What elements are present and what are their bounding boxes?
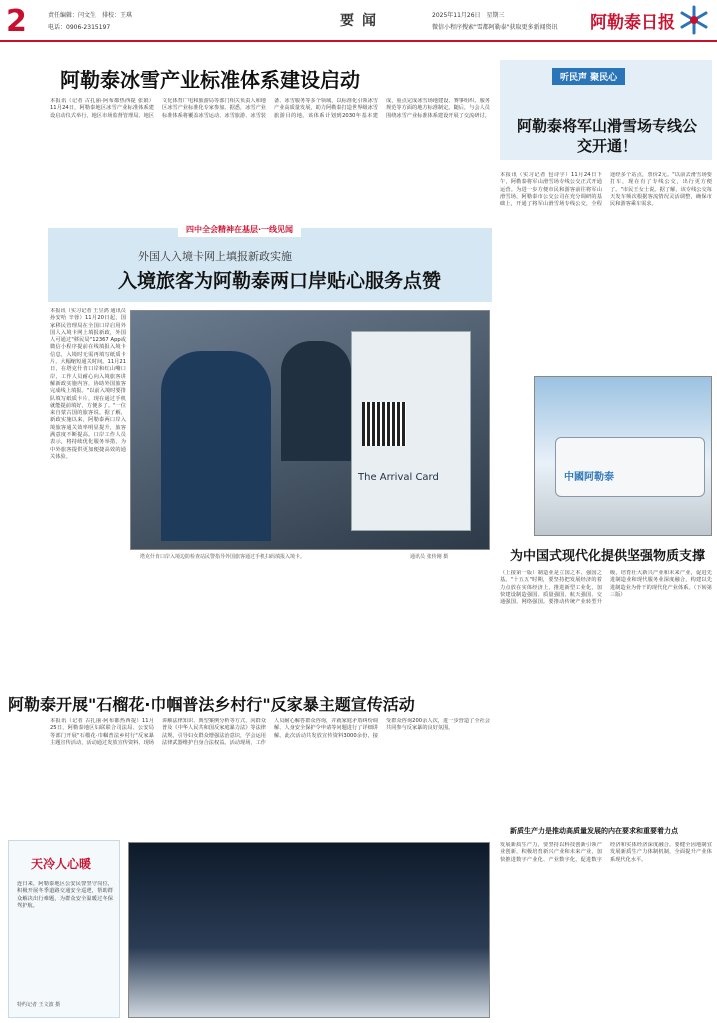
newspaper-logo: 阿勒泰日报: [590, 13, 675, 33]
bus-shape: [555, 437, 705, 497]
sidebar-title: 天冷人心暖: [31, 857, 92, 871]
article-title-1: 阿勒泰冰雪产业标准体系建设启动: [60, 68, 360, 92]
wechat-info: 微信小程序搜索"雪都阿勒泰"获取更多新闻资讯: [432, 24, 558, 31]
sidebar-body: 连日来，阿勒泰地区公安民警坚守岗位，积极开展冬季道路交通安全巡逻，帮助群众解决出行难题，为群众安全温暖过冬保驾护航。: [17, 881, 113, 909]
article-body-1: 本报讯（记者 古扎丽·阿布都热西提 张娟）11月24日，阿勒泰地区冰雪产业标准体系建设启动仪式举行，地区市场监督管理局、地区文化体育广电和旅游局等部门相关负责人和地区冰雪产业标准化专家参加。据悉，冰雪产业标准体系将覆盖冰雪运动、冰雪旅游、冰雪装备、冰雪服务等多个领域，以标准化引领冰雪产业高质量发展，助力阿勒泰打造世界级冰雪旅游目的地。该体系计划到2030年基本建成，重点完成冰雪场地建设、赛事组织、服务规范等方面的地方标准制定。随后，与会人员围绕冰雪产业标准体系建设开展了交流研讨。: [50, 98, 490, 119]
header-rule: [0, 40, 717, 42]
photo-caption-2: 塔克什肯口岸入境边防检查站民警指导外国旅客通过手机扫码填报入境卡。: [140, 554, 306, 560]
article-body-4b: 发展新质生产力，要坚持以科技创新引领产业创新，积极培育新兴产业和未来产业，加快推进数字产业化、产业数字化，促进数字经济和实体经济深度融合。要健全因地制宜发展新质生产力体制机制，全面提升产业体系现代化水平。: [500, 842, 712, 863]
banner-title: 入境旅客为阿勒泰两口岸贴心服务点赞: [118, 270, 442, 292]
feature-banner: [48, 225, 492, 302]
phone-info: 电话：0906-2315197: [48, 24, 111, 31]
snowflake-logo-icon: [678, 4, 710, 36]
photo-entry-card: [130, 310, 490, 550]
sidebar-box: [8, 840, 120, 1018]
article-body-2: 本报讯（实习记者 王昱鸿 通讯员 孙安哈 辛蓉）11月20日起，国家移民管理局在全国口岸启用外国人入境卡网上填报新政，外国人可通过"移民局"12367 App或微信小程序提前在线填报入境卡信息，入境时无需再填写纸质卡片，大幅缩短通关时间。11月21日，在塔克什肯口岸和红山嘴口岸，工作人员耐心向入境旅客讲解新政实施内容，协助外国旅客完成线上填报。"以前入境时要排队填写纸质卡片，现在通过手机就能提前填好，方便多了。"一位来自蒙古国的旅客说。据了解，新政实施以来，阿勒泰两口岸入境旅客通关效率明显提升，旅客满意度不断提高。口岸工作人员表示，将持续优化服务举措，为中外旅客提供更加便捷高效的通关体验。: [50, 308, 126, 460]
section-title: 要闻: [340, 13, 384, 29]
qr-code-icon: [362, 402, 406, 446]
article-title-3: 阿勒泰开展"石榴花·巾帼普法乡村行"反家暴主题宣传活动: [8, 695, 415, 714]
arrival-card-poster: [351, 331, 471, 531]
traveler-figure: [281, 341, 351, 461]
article-subheading-4: 新质生产力是推动高质量发展的内在要求和重要着力点: [510, 827, 678, 835]
photo-bus: [534, 376, 712, 536]
column-title: 阿勒泰将军山滑雪场专线公交开通！: [516, 117, 697, 155]
photo-police-night: [128, 842, 490, 1018]
sidebar-credit: 特约记者 王文波 摄: [17, 1002, 61, 1008]
column-banner: [500, 60, 712, 160]
column-tag: 听民声 聚民心: [552, 68, 625, 85]
photo-credit-2: 通讯员 张传刚 摄: [410, 554, 449, 560]
masthead: [0, 0, 717, 44]
column-body: 本报讯（实习记者 包诗宇）11月24日下午，阿勒泰将军山滑雪场专线公交正式开通运营。为进一步方便市民和游客前往将军山滑雪场，阿勒泰市公交公司在充分调研的基础上，开通了将军山滑雪场专线公交，全程途经多个站点，票价2元。"以前去滑雪场要打车，现在有了专线公交，出行更方便了。"市民王女士说。据了解，该专线公交每天发车频次根据客流情况灵活调整，确保市民和游客乘车需求。: [500, 172, 712, 208]
page-number: 2: [6, 4, 27, 39]
officer-figure: [161, 351, 271, 541]
banner-subtitle: 外国人入境卡网上填报新政实施: [138, 250, 292, 263]
date-info: 2025年11月26日 星期三: [432, 12, 505, 19]
article-body-3: 本报讯（记者 古扎丽·阿布都热西提）11月25日，阿勒泰地区妇联联合司法局、公安局等部门开展"石榴花·巾帼普法乡村行"反家暴主题宣传活动，活动通过发放宣传资料、现场讲解法律知识、典型案例分析等方式，向群众普及《中华人民共和国反家庭暴力法》等法律法规，引导妇女群众增强法治意识，学会运用法律武器维护自身合法权益。活动现场，工作人员耐心解答群众咨询，并就家庭矛盾纠纷调解、人身安全保护令申请等问题进行了详细讲解。此次活动共发放宣传资料3000余份，接受群众咨询200余人次，进一步营造了全社会共同参与反家暴的良好氛围。: [50, 718, 490, 746]
bus-label: 中國阿勒泰: [564, 472, 614, 483]
banner-topic: 四中全会精神在基层·一线见闻: [178, 222, 301, 237]
editor-info: 责任编辑：闫文生 排校：王琪: [48, 12, 133, 19]
article-body-4: （上接第一版）制造业是立国之本、强国之基。"十五五"时期，要坚持把发展经济的着力点放在实体经济上，推进新型工业化，加快建设制造强国、质量强国、航天强国、交通强国、网络强国。要推动传统产业转型升级，培育壮大新兴产业和未来产业，促进先进制造业和现代服务业深度融合，构建以先进制造业为骨干的现代化产业体系。（下转第三版）: [500, 570, 712, 606]
article-body-2-cont: [130, 566, 490, 684]
arrival-card-text: The Arrival Card: [358, 472, 439, 483]
article-title-4: 为中国式现代化提供坚强物质支撑: [510, 549, 706, 564]
